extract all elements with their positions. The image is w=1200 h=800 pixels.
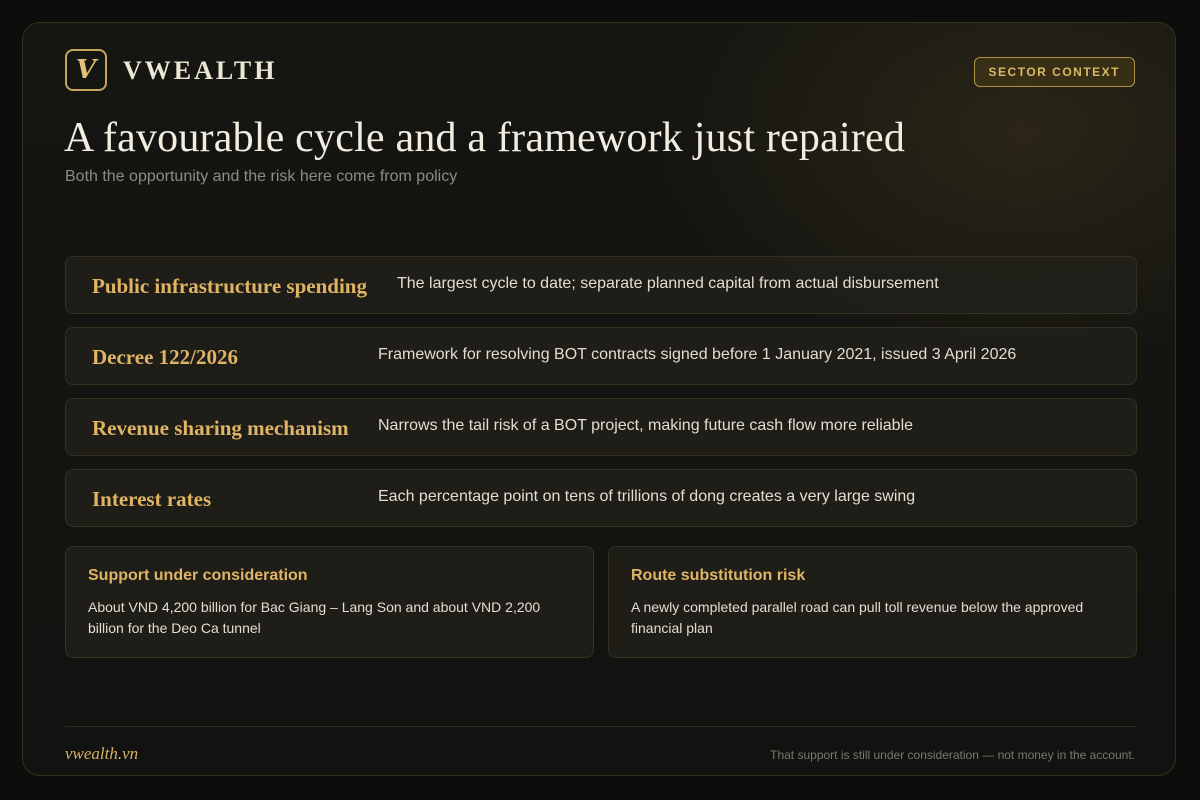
factor-label: Decree 122/2026 (92, 345, 238, 369)
factor-description: Narrows the tail risk of a BOT project, making future cash flow more reliable (378, 417, 914, 434)
box-title: Route substitution risk (631, 567, 806, 584)
footer-disclaimer: That support is still under consideration — not money in the account. (770, 748, 1135, 762)
factor-label: Revenue sharing mechanism (92, 416, 349, 440)
logo-letter: V (75, 55, 97, 85)
factor-label: Interest rates (92, 487, 212, 511)
factor-row-decree (65, 327, 1137, 385)
factor-list (65, 256, 1137, 540)
factor-label: Public infrastructure spending (92, 274, 367, 298)
sector-context-badge: SECTOR CONTEXT (974, 57, 1135, 87)
box-title: Support under consideration (88, 567, 308, 584)
page-title: A favourable cycle and a framework just repaired (64, 115, 906, 161)
page-subtitle: Both the opportunity and the risk here come from policy (65, 168, 458, 185)
box-text: A newly completed parallel road can pull toll revenue below the approved financial plan (631, 599, 1084, 636)
factor-description: Each percentage point on tens of trillions of dong creates a very large swing (378, 488, 916, 505)
brand-name: VWEALTH (123, 56, 278, 85)
factor-row-interest-rates (65, 469, 1137, 527)
factor-row-public-infrastructure (65, 256, 1137, 314)
factor-description: Framework for resolving BOT contracts signed before 1 January 2021, issued 3 April 2026 (378, 346, 1017, 363)
footer-website: vwealth.vn (65, 744, 139, 763)
slide-card (22, 22, 1176, 776)
logo-mark (65, 49, 107, 91)
support-under-consideration-box (65, 546, 594, 658)
factor-row-revenue-sharing (65, 398, 1137, 456)
footer-divider (65, 726, 1137, 727)
route-substitution-risk-box (608, 546, 1137, 658)
box-text: About VND 4,200 billion for Bac Giang – Lang Son and about VND 2,200 billion for the Deo Ca tunnel (88, 599, 541, 636)
factor-description: The largest cycle to date; separate planned capital from actual disbursement (397, 275, 939, 292)
